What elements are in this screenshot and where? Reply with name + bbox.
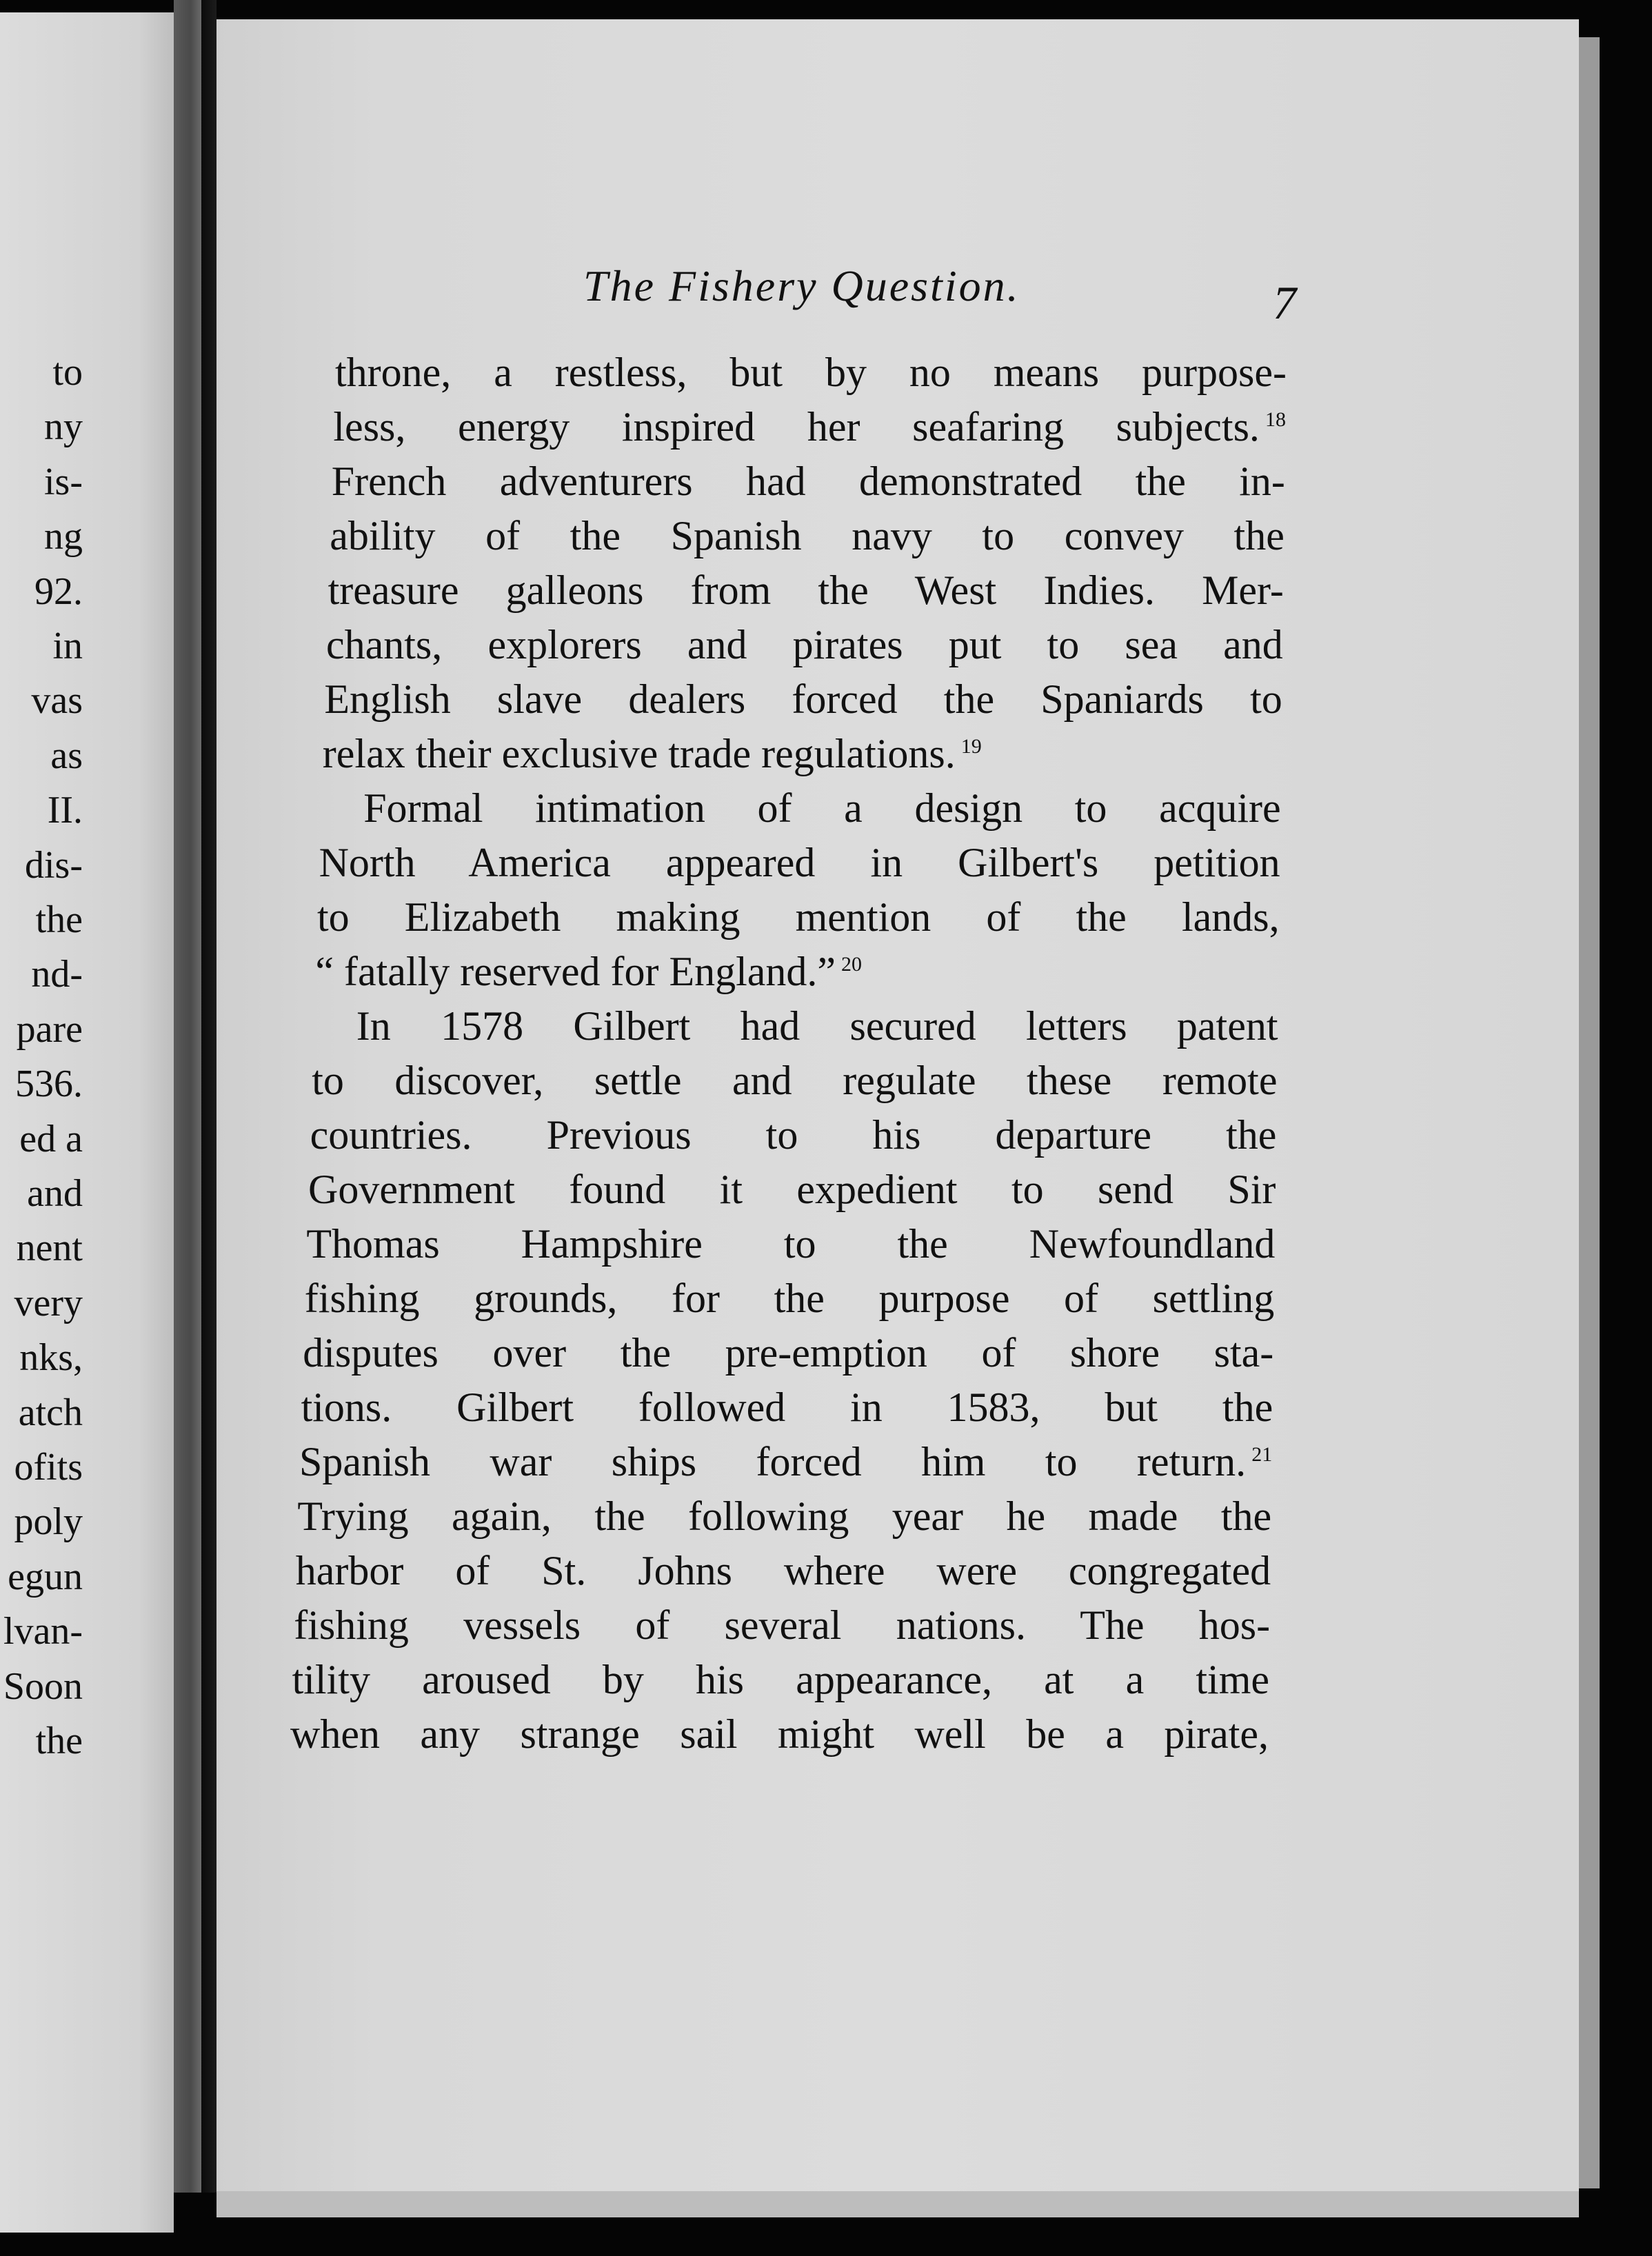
left-page-fragment: vas (31, 679, 83, 723)
body-line-text: Formal intimation of a design to acquire (363, 785, 1281, 831)
left-page-fragment: dis- (25, 843, 83, 887)
body-line-text: French adventurers had demonstrated the in- (331, 459, 1285, 504)
footnote-marker: 20 (841, 953, 863, 976)
footnote-marker: 21 (1251, 1443, 1273, 1466)
left-page-fragment: poly (14, 1500, 83, 1544)
running-head: The Fishery Question. (583, 261, 1020, 310)
gutter-shadow (201, 0, 216, 2193)
body-line (356, 1005, 1278, 1047)
left-page-fragment: 536. (15, 1062, 83, 1106)
footnote-marker: 19 (960, 735, 982, 758)
body-line (310, 1114, 1277, 1156)
left-page-fragment: the (35, 1720, 83, 1762)
body-line-text: to discover, settle and regulate these remote (312, 1058, 1278, 1103)
body-line-text: tility aroused by his appearance, at a time (292, 1657, 1270, 1702)
body-line-text: fishing vessels of several nations. The hos- (294, 1602, 1271, 1648)
body-line-text: to Elizabeth making mention of the lands, (317, 894, 1280, 940)
footnote-marker: 18 (1265, 408, 1286, 431)
body-line-text: North America appeared in Gilbert's petition (319, 840, 1280, 885)
page-number: 7 (1273, 276, 1296, 329)
body-line (306, 1223, 1275, 1265)
body-line-text: chants, explorers and pirates put to sea and (326, 622, 1283, 667)
body-line-text: disputes over the pre-emption of shore sta- (303, 1330, 1274, 1376)
body-line-text: countries. Previous to his departure the (310, 1112, 1277, 1158)
body-line-text: fishing grounds, for the purpose of settling (304, 1276, 1275, 1321)
body-line-text: English slave dealers forced the Spaniards to (324, 676, 1282, 722)
body-line-text: “ fatally reserved for England.” (315, 949, 836, 994)
left-page-fragment: ny (44, 405, 83, 449)
body-line-text: when any strange sail might well be a pirate, (290, 1711, 1269, 1757)
body-line (326, 624, 1283, 665)
body-line (297, 1495, 1271, 1537)
left-page-fragment: 92. (34, 570, 83, 613)
book-gutter (174, 0, 201, 2193)
left-page-fragment: very (14, 1281, 83, 1325)
left-page-fragment: the (35, 898, 83, 941)
body-line (328, 567, 1284, 613)
body-line (299, 1441, 1272, 1482)
body-line-text: Thomas Hampshire to the Newfoundland (306, 1221, 1276, 1267)
body-line-text: Government found it expedient to send Sir (308, 1167, 1276, 1212)
body-line-text: harbor of St. Johns where were congregated (295, 1548, 1271, 1593)
body-line (315, 951, 862, 992)
left-page-fragment: nd- (31, 953, 83, 996)
body-line (319, 842, 1280, 883)
body-line-text: ability of the Spanish navy to convey the (330, 513, 1285, 558)
body-line (305, 1278, 1275, 1319)
left-page-fragment: lvan- (3, 1610, 83, 1653)
left-page-fragment: in (52, 625, 83, 667)
body-line (296, 1550, 1271, 1591)
body-line (312, 1060, 1277, 1101)
left-page-fragment: pare (16, 1007, 83, 1051)
left-page-fragment: and (27, 1172, 83, 1215)
body-line (317, 896, 1280, 938)
body-line-text: throne, a restless, but by no means purpose- (335, 350, 1287, 395)
body-line-text: tions. Gilbert followed in 1583, but the (301, 1384, 1273, 1430)
body-line (308, 1169, 1276, 1210)
left-page-fragment: II. (47, 789, 83, 832)
body-line (301, 1384, 1273, 1430)
left-page-fragment: Soon (3, 1664, 83, 1708)
body-line (330, 515, 1285, 556)
left-page-fragment: ng (44, 515, 83, 558)
body-line (292, 1659, 1269, 1700)
body-line-text: Trying again, the following year he made the (297, 1493, 1272, 1539)
left-page-fragment: is- (44, 460, 83, 503)
body-line (303, 1330, 1274, 1376)
left-page-fragment: as (50, 734, 83, 777)
body-line-text: Spanish war ships forced him to return. (299, 1439, 1247, 1484)
left-page-fragment: atch (18, 1391, 83, 1434)
body-line (332, 461, 1285, 502)
page-edge (1579, 37, 1600, 2188)
body-line (333, 404, 1286, 450)
body-line-text: relax their exclusive trade regulations. (322, 731, 956, 776)
body-line (324, 678, 1282, 720)
body-line (290, 1713, 1269, 1755)
left-page-fragment: egun (8, 1555, 83, 1598)
left-page-fragment: nent (16, 1227, 83, 1270)
left-page-fragment: ofits (14, 1446, 83, 1489)
left-page-fragment: to (52, 351, 83, 394)
body-line-text: In 1578 Gilbert had secured letters patent (356, 1003, 1278, 1049)
body-line (335, 352, 1287, 393)
body-line (323, 733, 982, 774)
body-line (363, 787, 1280, 829)
left-page-fragment: nks, (19, 1336, 83, 1380)
body-line (294, 1604, 1270, 1646)
body-line-text: treasure galleons from the West Indies. Mer- (328, 567, 1284, 613)
body-line-text: less, energy inspired her seafaring subjects. (333, 404, 1260, 450)
left-page-fragment: ed a (19, 1117, 83, 1160)
